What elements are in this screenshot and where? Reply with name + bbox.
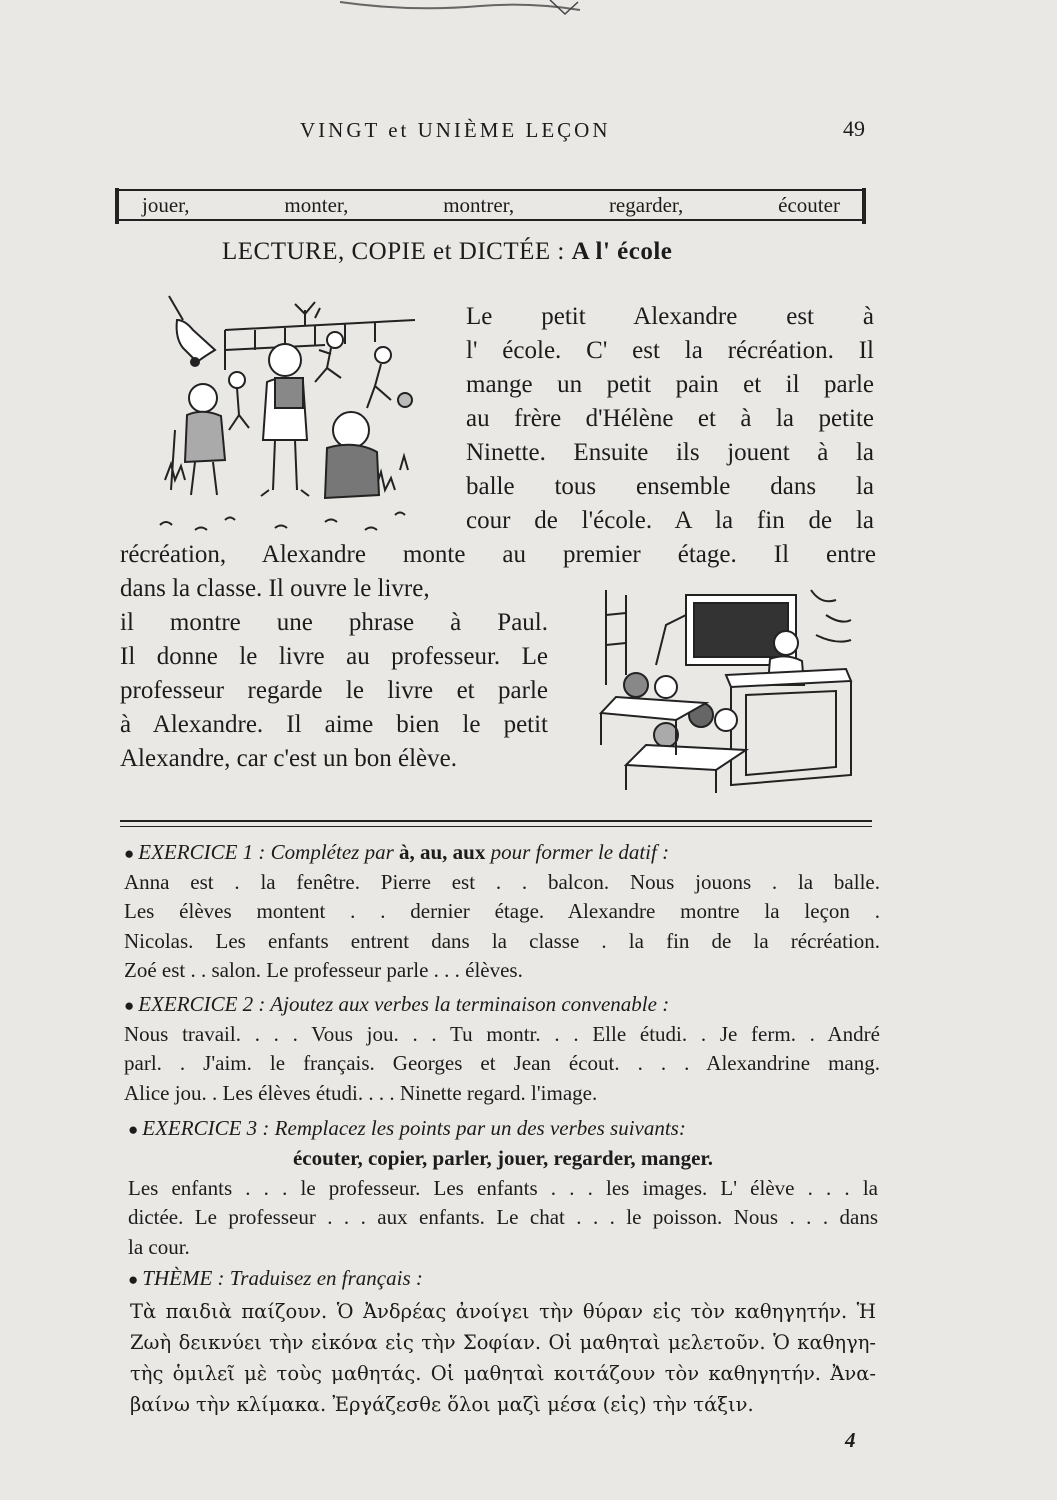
exercise-line: parl. . J'aim. le français. Georges et Jean écout. . . . Alexandrine mang. xyxy=(124,1051,880,1075)
reading-line: balle tous ensemble dans la xyxy=(466,473,874,500)
lesson-title xyxy=(222,238,672,266)
exercise-1 xyxy=(124,838,880,986)
running-head: VINGT et UNIÈME LEÇON xyxy=(300,118,611,142)
exercise-line: dictée. Le professeur . . . aux enfants. Le chat . . . le poisson. Nous . . . dans xyxy=(128,1205,878,1229)
exercise-line: Anna est . la fenêtre. Pierre est . . balcon. Nous jouons . la balle. xyxy=(124,869,880,894)
verb-item: montrer, xyxy=(443,192,515,217)
reading-line: il montre une phrase à Paul. xyxy=(120,609,548,636)
exercise-2 xyxy=(124,990,880,1108)
greek-line: Τὰ παιδιὰ παίζουν. Ὁ Ἀνδρέας ἀνοίγει τὴν θύραν εἰς τὸν καθηγητήν. Ἡ xyxy=(130,1300,876,1323)
exercise-heading: ● EXERCICE 2 : Ajoutez aux verbes la terminaison convenable : xyxy=(124,992,670,1016)
reading-line: professeur regarde le livre et parle xyxy=(120,677,548,704)
exercise-line: Nous travail. . . . Vous jou. . . Tu montr. . . Elle étudi. . Je ferm. . André xyxy=(124,1021,880,1046)
reading-line: Alexandre, car c'est un bon élève. xyxy=(120,745,457,772)
exercise-line: Les enfants . . . le professeur. Les enfants . . . les images. L' élève . . . la xyxy=(128,1175,878,1200)
reading-right-column xyxy=(466,300,874,538)
greek-line: βαίνω τὴν κλίμακα. Ἐργάζεσθε ὅλοι μαζὶ μέσα (εἰς) τὴν τάξιν. xyxy=(130,1393,754,1416)
exercise-heading: ● EXERCICE 3 : Remplacez les points par un des verbes suivants: xyxy=(128,1116,686,1140)
reading-full-line xyxy=(120,538,876,572)
exercise-line: Les élèves montent . . dernier étage. Alexandre montre la leçon . xyxy=(124,899,880,923)
exercise-line: Zoé est . . salon. Le professeur parle . . . élèves. xyxy=(124,958,523,982)
bullet-icon: ● xyxy=(124,844,135,863)
reading-line: récréation, Alexandre monte au premier étage. Il entre xyxy=(120,541,876,568)
scan-smudge xyxy=(330,0,590,16)
exercise-heading: ● EXERCICE 1 : Complétez par à, au, aux pour former le datif : xyxy=(124,840,670,864)
signature-mark: 4 xyxy=(845,1428,856,1452)
exercise-verb-list: écouter, copier, parler, jouer, regarder, manger. xyxy=(292,1145,714,1170)
greek-line: Ζωὴ δεικνύει τὴν εἰκόνα εἰς τὴν Σοφίαν. Οἱ μαθηταὶ μελετοῦν. Ὁ καθηγη- xyxy=(130,1331,876,1354)
reading-line: au frère d'Hélène et à la petite xyxy=(466,405,874,432)
reading-line: cour de l'école. A la fin de la xyxy=(466,507,874,534)
theme-heading xyxy=(128,1264,884,1294)
recess-illustration xyxy=(155,290,430,548)
page-number: 49 xyxy=(843,116,865,141)
bullet-icon: ● xyxy=(124,996,135,1015)
reading-line: Le petit Alexandre est à xyxy=(466,303,874,330)
verb-item: jouer, xyxy=(142,192,190,217)
section-divider xyxy=(120,826,872,827)
reading-line: dans la classe. Il ouvre le livre, xyxy=(120,575,430,602)
bullet-icon: ● xyxy=(128,1120,139,1139)
reading-left-column xyxy=(120,572,548,776)
reading-line: Il donne le livre au professeur. Le xyxy=(120,643,548,670)
exercise-line: Nicolas. Les enfants entrent dans la classe . la fin de la récréation. xyxy=(124,928,880,953)
exercise-heading: ● THÈME : Traduisez en français : xyxy=(128,1266,423,1290)
verb-item: écouter xyxy=(778,192,840,217)
verb-item: regarder, xyxy=(608,192,684,217)
greek-line: τὴς ὁμιλεῖ μὲ τοὺς μαθητάς. Οἱ μαθηταὶ κοιτάζουν τὸν καθηγητήν. Ἀνα- xyxy=(130,1362,876,1385)
verb-item: monter, xyxy=(284,192,349,217)
verb-box xyxy=(116,189,864,221)
exercise-line: Alice jou. . Les élèves étudi. . . . Ninette regard. l'image. xyxy=(124,1080,598,1105)
bullet-icon: ● xyxy=(128,1270,139,1289)
exercise-line: la cour. xyxy=(128,1234,190,1259)
lesson-title-bold: A l' école xyxy=(571,238,673,265)
reading-line: l' école. C' est la récréation. Il xyxy=(466,337,874,364)
exercise-3 xyxy=(128,1114,878,1262)
classroom-illustration xyxy=(596,585,858,795)
lesson-title-regular: LECTURE, COPIE et DICTÉE : xyxy=(222,238,572,265)
reading-line: Ninette. Ensuite ils jouent à la xyxy=(466,439,874,466)
reading-line: à Alexandre. Il aime bien le petit xyxy=(120,711,548,738)
theme-greek-text xyxy=(130,1296,876,1420)
reading-line: mange un petit pain et il parle xyxy=(466,371,874,398)
section-divider xyxy=(120,820,872,822)
